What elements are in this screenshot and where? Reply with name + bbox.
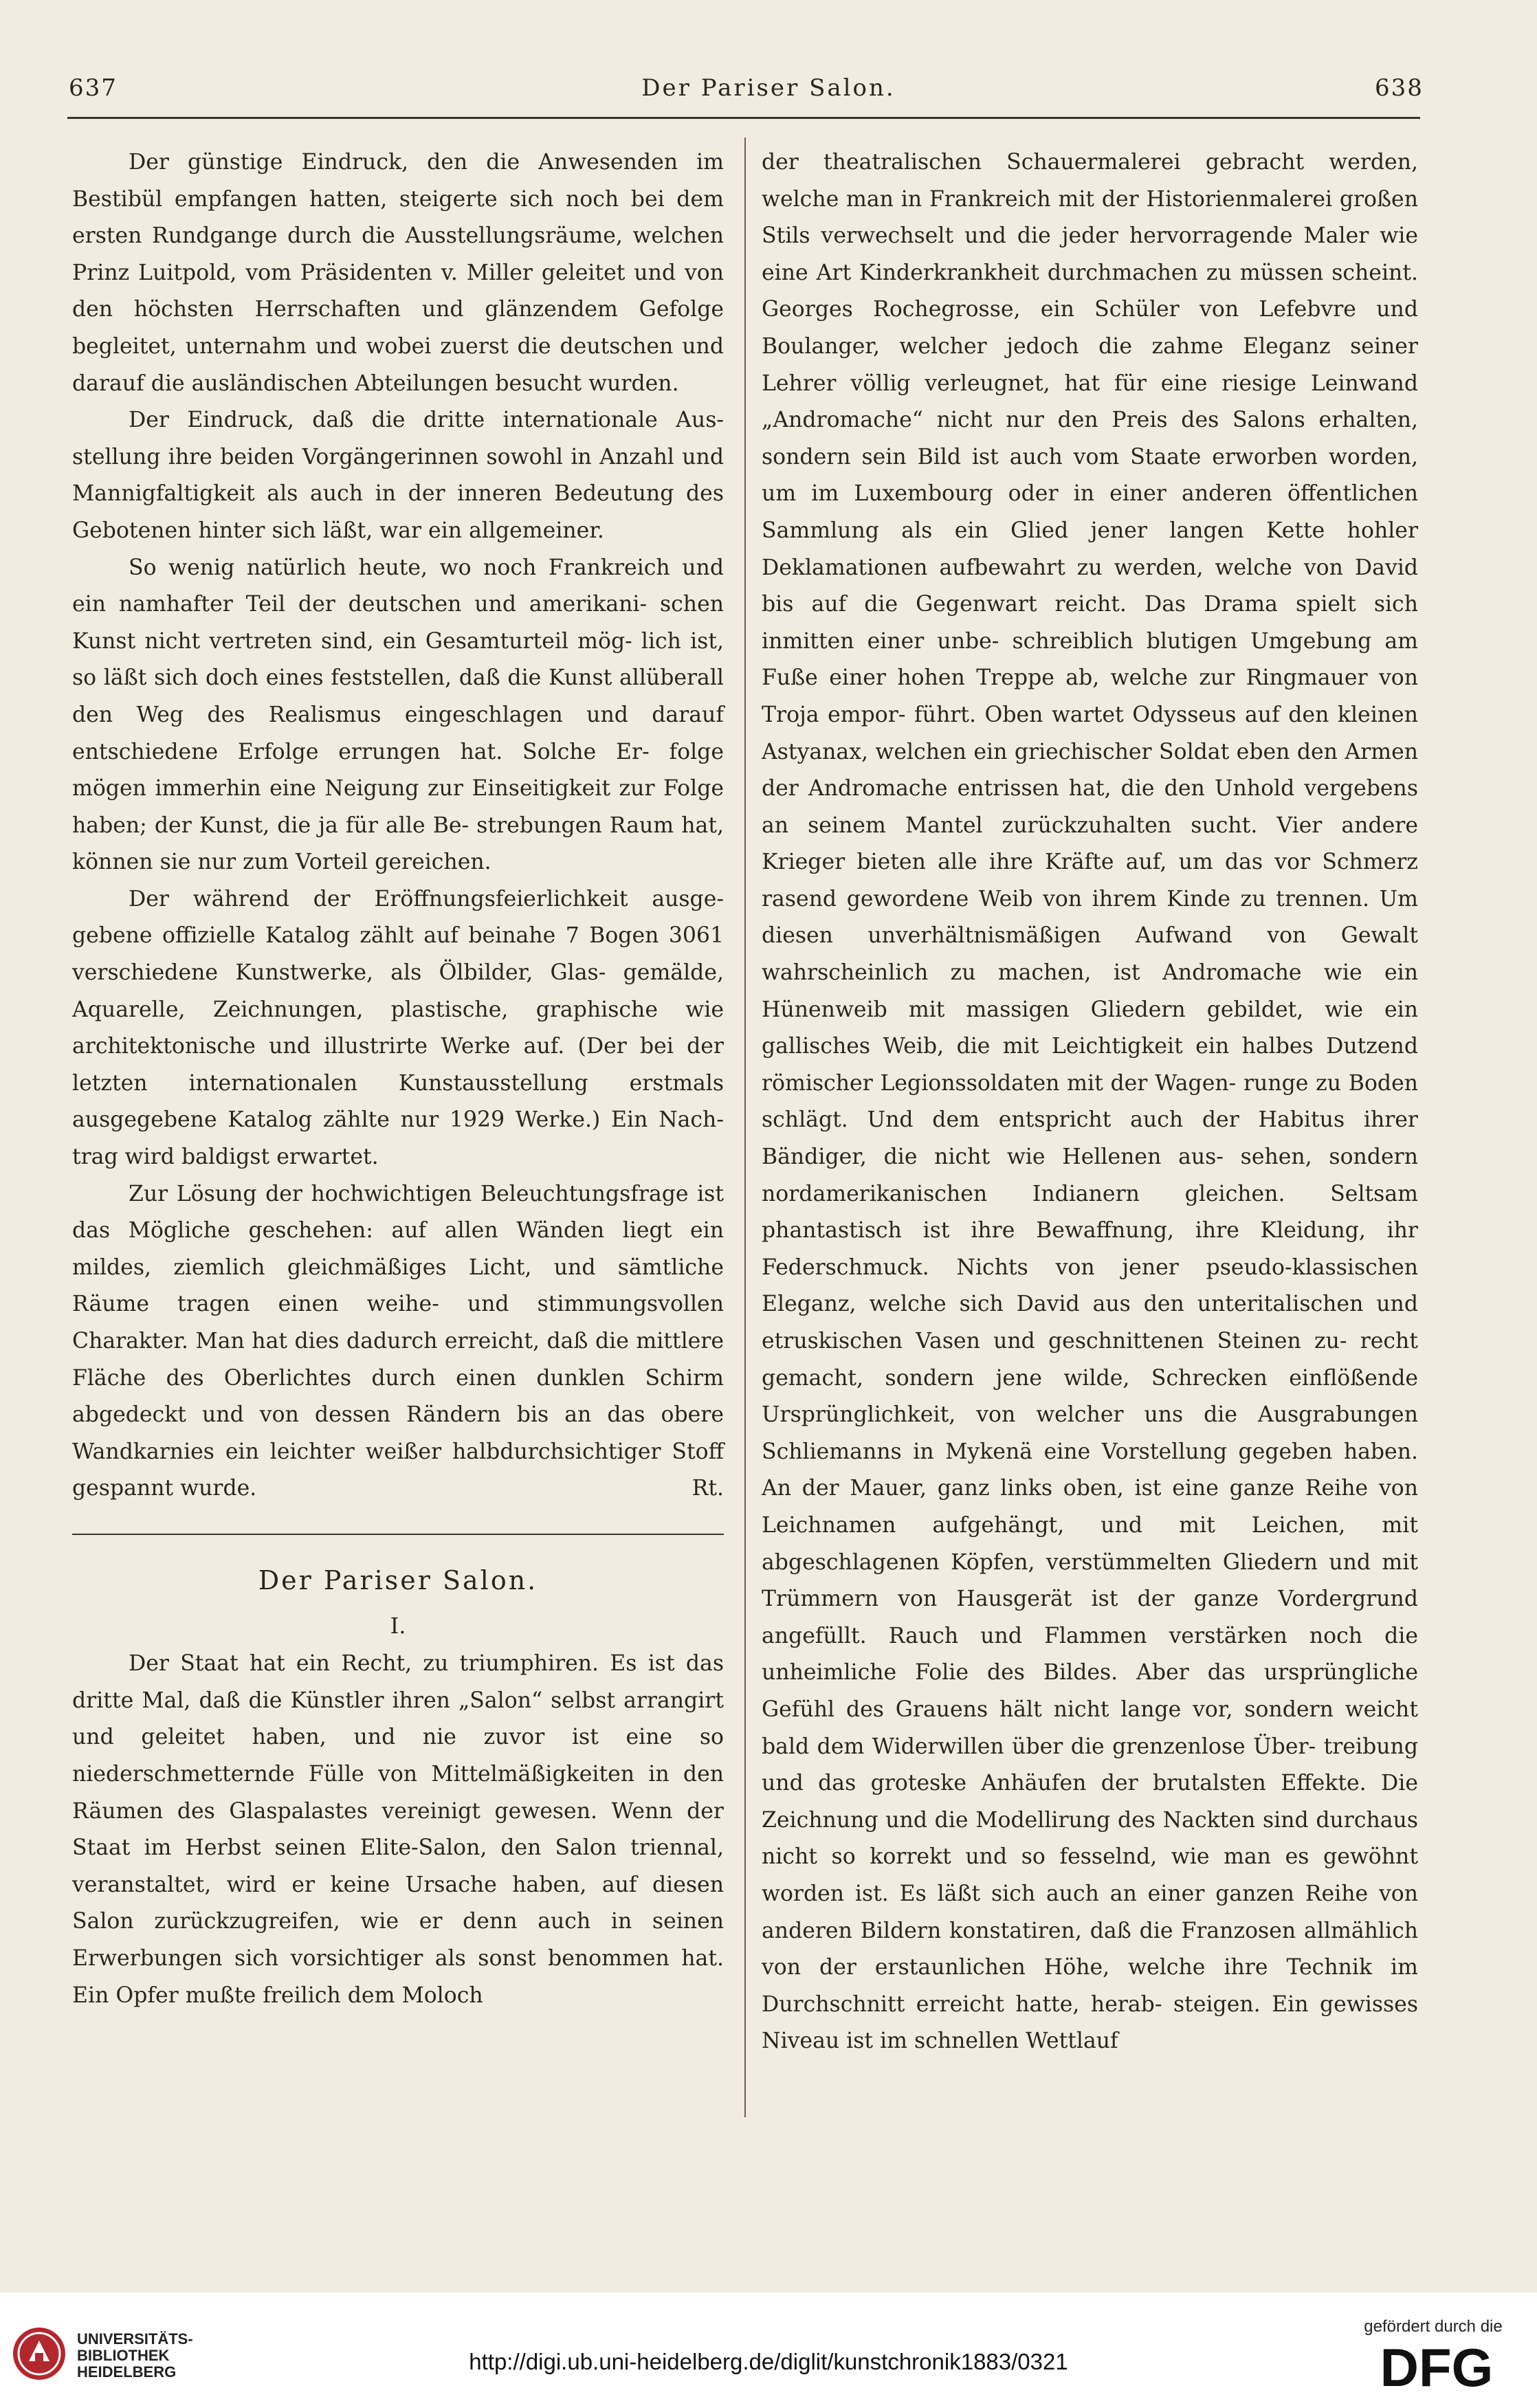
footer-bar bbox=[0, 2293, 1537, 2408]
page-number-left: 637 bbox=[69, 74, 118, 102]
left-column bbox=[72, 144, 724, 2014]
paragraph: So wenig natürlich heute, wo noch Frankreich und ein namhafter Teil der deutschen und amerikani- schen Kunst nicht vertreten sind, ein Gesamturteil mög- lich ist, so läßt sich doch eines feststellen, daß die Kunst allüberall den Weg des Realismus eingeschlagen und darauf entschiedene Erfolge errungen hat. Solche Er- folge mögen immerhin eine Neigung zur Einseitigkeit zur Folge haben; der Kunst, die ja für alle Be- strebungen Raum hat, können sie nur zum Vorteil gereichen. bbox=[72, 555, 724, 875]
paragraph: Der Eindruck, daß die dritte internationale Aus- stellung ihre beiden Vorgängerinnen sowohl in Anzahl und Mannigfaltigkeit als auch in der inneren Bedeutung des Gebotenen hinter sich läßt, war ein allgemeiner. bbox=[72, 408, 724, 543]
paragraph: Der während der Eröffnungsfeierlichkeit ausge- gebene offizielle Katalog zählt auf beinahe 7 Bogen 3061 verschiedene Kunstwerke, als Ölbilder, Glas- gemälde, Aquarelle, Zeichnungen, plastische, graphische wie architektonische und illustrirte Werke auf. (Der bei der letzten internationalen Kunstausstellung erstmals ausgegebene Katalog zählte nur 1929 Werke.) Ein Nach- trag wird baldigst erwartet. bbox=[72, 886, 724, 1170]
right-column bbox=[762, 144, 1418, 2060]
paragraph-text: Zur Lösung der hochwichtigen Beleuchtungsfrage ist das Mögliche geschehen: auf allen Wänden liegt ein mildes, ziemlich gleichmäßiges Licht, und sämtliche Räume tragen einen weihe- und stimmungsvollen Charakter. Man hat dies dadurch erreicht, daß die mittlere Fläche des Oberlichtes durch einen dunklen Schirm abgedeckt und von dessen Rändern bis an das obere Wandkarnies ein leichter weißer halbdurchsichtiger Stoff gespannt wurde. bbox=[72, 1181, 724, 1501]
svg-text:DFG: DFG bbox=[1380, 2341, 1494, 2396]
section-rule bbox=[72, 1534, 724, 1535]
section-number: I. bbox=[390, 1612, 406, 1639]
paragraph: der theatralischen Schauermalerei gebracht werden, welche man in Frankreich mit der Historienmalerei großen Stils verwechselt und die jeder hervorragende Maler wie eine Art Kinderkrankheit durchmachen zu müssen scheint. Georges Rochegrosse, ein Schüler von Lefebvre und Boulanger, welcher jedoch die zahme Eleganz seiner Lehrer völlig verleugnet, hat für eine riesige Leinwand „Andromache“ nicht nur den Preis des Salons erhalten, sondern sein Bild ist auch vom Staate erworben worden, um im Luxembourg oder in einer anderen öffentlichen Sammlung als ein Glied jener langen Kette hohler Deklamationen aufbewahrt zu werden, welche von David bis auf die Gegenwart reicht. Das Drama spielt sich inmitten einer unbe- schreiblich blutigen Umgebung am Fuße einer hohen Treppe ab, welche zur Ringmauer von Troja empor- führt. Oben wartet Odysseus auf den kleinen Astyanax, welchen ein griechischer Soldat eben den Armen der Andromache entrissen hat, die den Unhold vergebens an seinem Mantel zurückzuhalten sucht. Vier andere Krieger bieten alle ihre Kräfte auf, um das vor Schmerz rasend gewordene Weib von ihrem Kinde zu trennen. Um diesen unverhältnismäßigen Aufwand von Gewalt wahrscheinlich zu machen, ist Andromache wie ein Hünenweib mit massigen Gliedern gebildet, wie ein gallisches Weib, die mit Leichtigkeit ein halbes Dutzend römischer Legionssoldaten mit der Wagen- runge zu Boden schlägt. Und dem entspricht auch der Habitus ihrer Bändiger, die nicht wie Hellenen aus- sehen, sondern nordamerikanischen Indianern gleichen. Seltsam phantastisch ist ihre Bewaffnung, ihre Kleidung, ihr Federschmuck. Nichts von jener pseudo-klassischen Eleganz, welche sich David aus den unteritalischen und etruskischen Vasen und geschnittenen Steinen zu- recht gemacht, sondern jene wilde, Schrecken einflößende Ursprünglichkeit, von welcher uns die Ausgrabungen Schliemanns in Mykenä eine Vorstellung gegeben haben. An der Mauer, ganz links oben, ist eine ganze Reihe von Leichnamen aufgehängt, und mit Leichen, mit abgeschlagenen Köpfen, verstümmelten Gliedern und mit Trümmern von Hausgerät ist der ganze Vordergrund angefüllt. Rauch und Flammen verstärken noch die unheimliche Folie des Bildes. Aber das ursprüngliche Gefühl des Grauens hält nicht lange vor, sondern weicht bald dem Widerwillen über die grenzenlose Über- treibung und das groteske Anhäufen der brutalsten Effekte. Die Zeichnung und die Modellirung des Nackten sind durchaus nicht so korrekt und so fesselnd, wie man es gewöhnt worden ist. Es läßt sich auch an einer ganzen Reihe von anderen Bildern konstatiren, daß die Franzosen allmählich von der erstaunlichen Höhe, welche ihre Technik im Durchschnitt erreicht hatte, herab- steigen. Ein gewisses Niveau ist im schnellen Wettlauf bbox=[762, 150, 1418, 2054]
library-name: UNIVERSITÄTS- BIBLIOTHEK HEIDELBERG bbox=[77, 2330, 193, 2381]
column-divider bbox=[744, 137, 746, 2117]
page-number-right: 638 bbox=[1375, 74, 1424, 102]
source-url-link[interactable]: http://digi.ub.uni-heidelberg.de/diglit/kunstchronik1883/0321 bbox=[469, 2349, 1068, 2374]
funding-caption: gefördert durch die bbox=[1364, 2317, 1503, 2336]
author-signature: Rt. bbox=[692, 1476, 724, 1501]
running-title: Der Pariser Salon. bbox=[641, 74, 896, 102]
dfg-logo bbox=[1364, 2341, 1509, 2396]
header-rule bbox=[67, 117, 1420, 119]
signed-paragraph bbox=[72, 1176, 724, 1507]
page-header bbox=[0, 74, 1537, 115]
paragraph bbox=[72, 1176, 724, 1507]
section-title: Der Pariser Salon. bbox=[258, 1565, 538, 1595]
paragraph: Der günstige Eindruck, den die Anwesenden im Bestibül empfangen hatten, steigerte sich noch bei dem ersten Rundgange durch die Ausstellungsräume, welchen Prinz Luitpold, vom Präsidenten v. Miller geleitet und von den höchsten Herrschaften und glänzendem Gefolge begleitet, unternahm und wobei zuerst die deutschen und darauf die ausländischen Abteilungen besucht wurden. bbox=[72, 150, 724, 396]
paragraph: Der Staat hat ein Recht, zu triumphiren. Es ist das dritte Mal, daß die Künstler ihren „Salon“ selbst arrangirt und geleitet haben, und nie zuvor ist eine so niederschmetternde Fülle von Mittelmäßigkeiten in den Räumen des Glaspalastes vereinigt gewesen. Wenn der Staat im Herbst seinen Elite-Salon, den Salon triennal, veranstaltet, wird er keine Ursache haben, auf diesen Salon zurückzugreifen, wie er denn auch in seinen Erwerbungen sich vorsichtiger als sonst benommen hat. Ein Opfer mußte freilich dem Moloch bbox=[72, 1651, 724, 2008]
